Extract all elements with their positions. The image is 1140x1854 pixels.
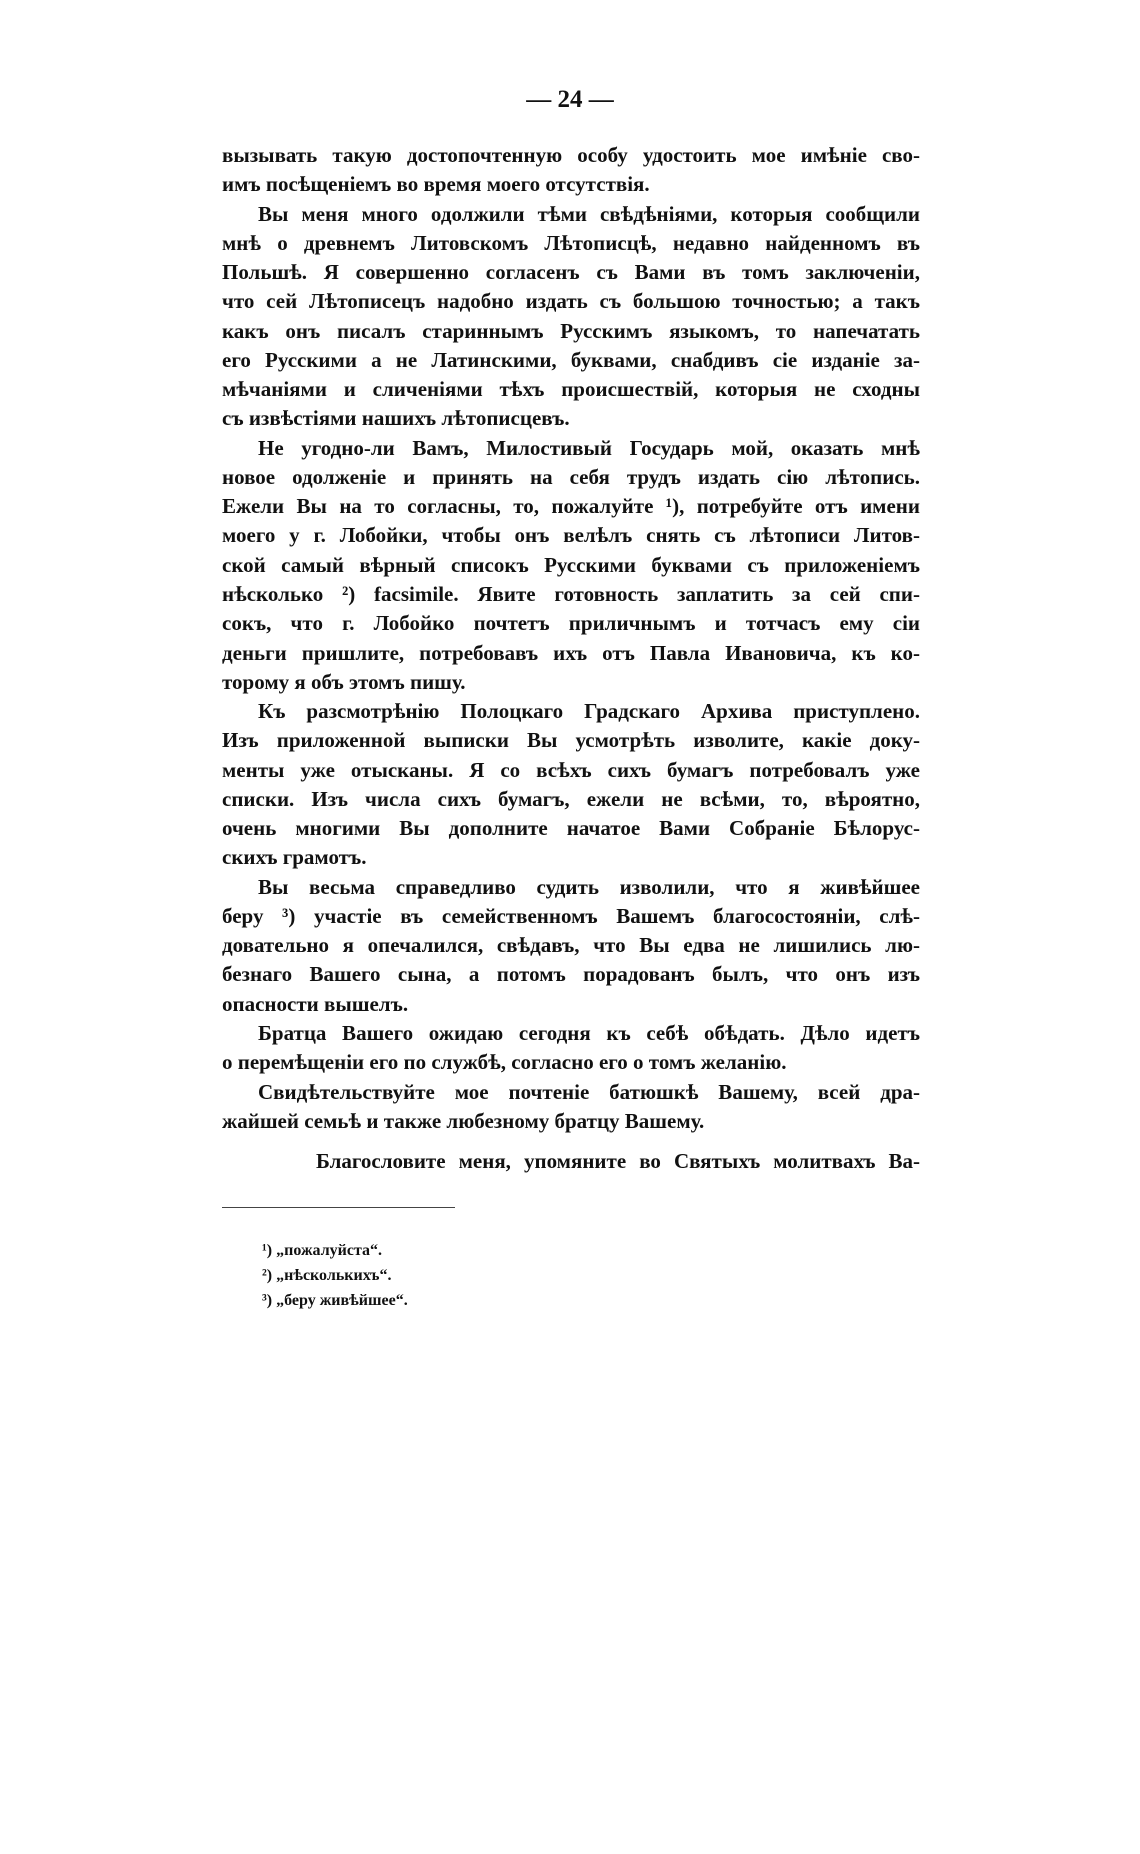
text-line: Изъ приложенной выписки Вы усмотрѣть изволите, какіе доку- xyxy=(222,728,920,753)
text-line: менты уже отысканы. Я со всѣхъ сихъ бумагъ потребовалъ уже xyxy=(222,757,920,782)
text-line: его Русскими а не Латинскими, буквами, снабдивъ сіе изданіе за- xyxy=(222,347,920,372)
text-line: деньги пришлите, потребовавъ ихъ отъ Павла Ивановича, къ ко- xyxy=(222,640,920,665)
text-line: списки. Изъ числа сихъ бумагъ, ежели не всѣми, то, вѣроятно, xyxy=(222,786,920,811)
text-line: беру ³) участіе въ семейственномъ Вашемъ благосостояніи, слѣ- xyxy=(222,903,920,928)
text-line: вызывать такую достопочтенную особу удостоить мое имѣніе сво- xyxy=(222,143,920,167)
paragraph xyxy=(222,200,920,434)
text-line: о перемѣщеніи его по службѣ, согласно его о томъ желанію. xyxy=(222,1050,787,1075)
text-line: нѣсколько ²) facsimile. Явите готовность заплатить за сей спи- xyxy=(222,581,920,606)
paragraph xyxy=(222,141,920,200)
text-line: имъ посѣщеніемъ во время моего отсутствія. xyxy=(222,172,650,197)
text-line: скихъ грамотъ. xyxy=(222,845,367,870)
closing-paragraph xyxy=(222,1147,920,1176)
text-line: Братца Вашего ожидаю сегодня къ себѣ обѣдать. Дѣло идетъ xyxy=(258,1020,920,1045)
text-line: какъ онъ писалъ стариннымъ Русскимъ языкомъ, то напечатать xyxy=(222,318,920,343)
text-line: Ежели Вы на то согласны, то, пожалуйте ¹), потребуйте отъ имени xyxy=(222,494,920,519)
text-line: ской самый вѣрный списокъ Русскими буквами съ приложеніемъ xyxy=(222,552,920,577)
text-line: опасности вышелъ. xyxy=(222,991,409,1016)
text-line: что сей Лѣтописецъ надобно издать съ большою точностью; а такъ xyxy=(222,289,920,314)
text-line: довательно я опечалился, свѣдавъ, что Вы едва не лишились лю- xyxy=(222,933,920,958)
paragraph xyxy=(222,1019,920,1078)
paragraph xyxy=(222,434,920,697)
text-line: безнаго Вашего сына, а потомъ порадованъ былъ, что онъ изъ xyxy=(222,962,920,987)
text-line: мѣчаніями и сличеніями тѣхъ происшествій, которыя не сходны xyxy=(222,377,920,402)
text-line: мнѣ о древнемъ Литовскомъ Лѣтописцѣ, недавно найденномъ въ xyxy=(222,230,920,255)
text-line: съ извѣстіями нашихъ лѣтописцевъ. xyxy=(222,406,570,431)
text-line: сокъ, что г. Лобойко почтетъ приличнымъ и тотчасъ ему сіи xyxy=(222,611,920,636)
text-line: Вы меня много одолжили тѣми свѣдѣніями, которыя сообщили xyxy=(258,201,920,226)
text-line: Благословите меня, упомяните во Святыхъ молитвахъ Ва- xyxy=(316,1149,920,1174)
text-line: новое одолженіе и принять на себя трудъ издать сію лѣтопись. xyxy=(222,464,920,489)
footnote-separator xyxy=(222,1207,455,1208)
footnotes xyxy=(262,1238,762,1313)
footnote-3: ³) „беру живѣйшее“. xyxy=(262,1292,408,1309)
text-line: очень многими Вы дополните начатое Вами Собраніе Бѣлорус- xyxy=(222,816,920,841)
text-line: жайшей семьѣ и также любезному братцу Вашему. xyxy=(222,1108,705,1133)
footnote-1: ¹) „пожалуйста“. xyxy=(262,1242,383,1259)
page-number: — 24 — xyxy=(526,86,614,113)
letter-text xyxy=(222,141,920,1176)
text-line: торому я объ этомъ пишу. xyxy=(222,669,466,694)
text-line: Польшѣ. Я совершенно согласенъ съ Вами въ томъ заключеніи, xyxy=(222,260,920,285)
paragraph xyxy=(222,697,920,873)
text-line: Къ разсмотрѣнію Полоцкаго Градскаго Архива приступлено. xyxy=(258,699,920,724)
text-line: Свидѣтельствуйте мое почтеніе батюшкѣ Вашему, всей дра- xyxy=(258,1079,920,1104)
paragraph xyxy=(222,1078,920,1137)
text-line: Вы весьма справедливо судить изволили, что я живѣйшее xyxy=(258,874,920,899)
footnote-2: ²) „нѣсколькихъ“. xyxy=(262,1267,392,1284)
text-line: моего у г. Лобойки, чтобы онъ велѣлъ снять съ лѣтописи Литов- xyxy=(222,523,920,548)
paragraph xyxy=(222,873,920,1019)
text-line: Не угодно-ли Вамъ, Милостивый Государь мой, оказать мнѣ xyxy=(258,435,920,460)
